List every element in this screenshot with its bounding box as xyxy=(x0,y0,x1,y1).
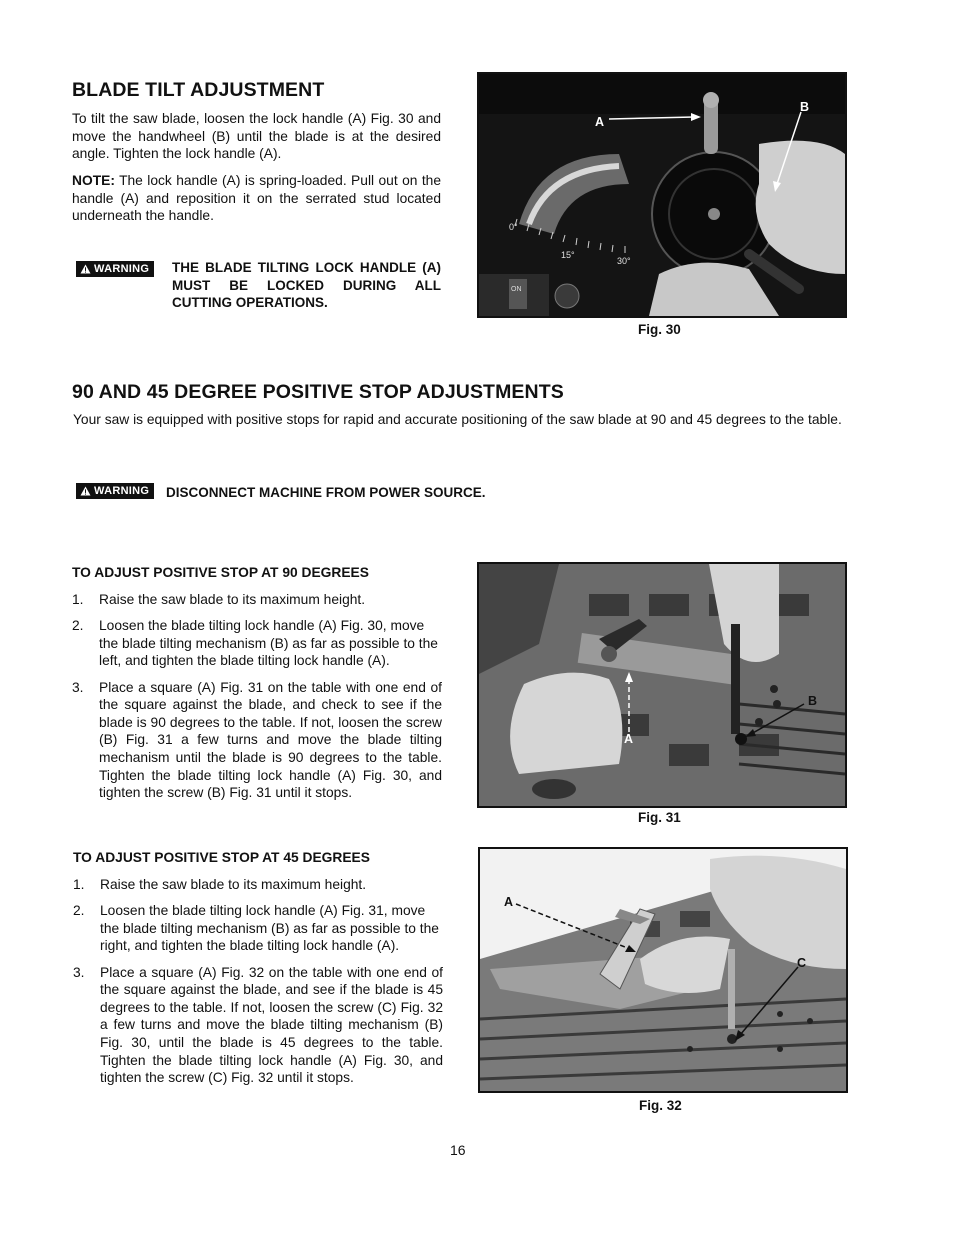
step-number: 2. xyxy=(72,618,84,634)
fig30-label-a: A xyxy=(595,115,605,129)
subsection-title-90: TO ADJUST POSITIVE STOP AT 90 DEGREES xyxy=(72,565,369,580)
warning-label: WARNING xyxy=(94,263,150,275)
step-text: Loosen the blade tilting lock handle (A) Fig. 30, move the blade tilting mechanism (B) as far as possible to the left, and tighten the blade tilting lock handle (A). xyxy=(99,618,438,669)
switch-label: ON xyxy=(511,286,522,293)
scale-label-15: 15° xyxy=(561,250,575,260)
step-text: Place a square (A) Fig. 31 on the table with one end of the square against the blade, and check to see if the blade is 90 degrees to the table. If not, loosen the screw (B) Fig. 31 a few turns and move the blade tilting mechanism until the blade is 90 degrees to the table. Tighten the blade tilting lock handle (A) Fig. 30, and tighten the screw (B) Fig. 31 until it stops. xyxy=(99,679,442,801)
step-number: 1. xyxy=(72,592,84,607)
step-text: Raise the saw blade to its maximum height. xyxy=(99,592,366,607)
note-text: The lock handle (A) is spring-loaded. Pull out on the handle (A) and reposition it on the serrated stud located underneath the handle. xyxy=(72,173,441,224)
warning-badge xyxy=(76,261,154,277)
note-label: NOTE: xyxy=(72,173,115,188)
fig31-label-b: B xyxy=(808,694,818,708)
blade-tilt-paragraph: To tilt the saw blade, loosen the lock handle (A) Fig. 30 and move the handwheel (B) until the blade is at the desired angle. Tighten the lock handle (A). xyxy=(72,111,441,162)
steps-45-list xyxy=(73,876,443,1095)
fig32-label-a: A xyxy=(504,895,514,909)
step-text: Raise the saw blade to its maximum height. xyxy=(100,877,367,892)
fig32-caption: Fig. 32 xyxy=(639,1098,682,1113)
list-item xyxy=(73,964,443,1087)
list-item xyxy=(72,679,442,802)
fig31-caption: Fig. 31 xyxy=(638,810,681,825)
warning-text-lock-handle: THE BLADE TILTING LOCK HANDLE (A) MUST BE LOCKED DURING ALL CUTTING OPERATIONS. xyxy=(172,260,441,311)
fig31-label-a: A xyxy=(624,732,634,746)
warning-badge-power xyxy=(76,483,154,499)
scale-label-0: 0° xyxy=(509,222,518,232)
warning-triangle-icon xyxy=(80,264,91,274)
warning-label: WARNING xyxy=(94,485,150,497)
step-text: Loosen the blade tilting lock handle (A) Fig. 31, move the blade tilting mechanism (B) as far as possible to the right, and tighten the blade tilting lock handle (A). xyxy=(100,903,439,954)
blade-tilt-note xyxy=(72,172,441,225)
fig32-label-c: C xyxy=(797,956,807,970)
section-title-blade-tilt: BLADE TILT ADJUSTMENT xyxy=(72,79,325,101)
steps-90-list xyxy=(72,591,442,810)
list-item xyxy=(73,902,443,955)
list-item xyxy=(73,876,443,894)
list-item xyxy=(72,591,442,609)
step-number: 2. xyxy=(73,903,85,919)
step-text: Place a square (A) Fig. 32 on the table with one end of the square against the blade, and see if the blade is 45 degrees to the table. If not, loosen the screw (C) Fig. 32 a few turns and move the blade tilting mechanism (B) Fig. 30, until the blade is 45 degrees to the table. Tighten the blade tilting lock handle (A) Fig. 30, and tighten the screw (C) Fig. 32 until it stops. xyxy=(100,964,443,1086)
warning-text-disconnect: DISCONNECT MACHINE FROM POWER SOURCE. xyxy=(166,485,486,500)
step-number: 1. xyxy=(73,877,85,892)
list-item xyxy=(72,617,442,670)
figure-30-photo xyxy=(477,72,847,318)
step-number: 3. xyxy=(72,679,84,695)
fig30-caption: Fig. 30 xyxy=(638,322,681,337)
warning-triangle-icon xyxy=(80,486,91,496)
page-number: 16 xyxy=(450,1142,466,1158)
step-number: 3. xyxy=(73,964,85,980)
scale-label-30: 30° xyxy=(617,256,631,266)
figure-32-photo xyxy=(478,847,848,1093)
fig30-label-b: B xyxy=(800,100,810,114)
section-title-positive-stops: 90 AND 45 DEGREE POSITIVE STOP ADJUSTMENTS xyxy=(72,381,564,403)
subsection-title-45: TO ADJUST POSITIVE STOP AT 45 DEGREES xyxy=(73,850,370,865)
positive-stops-intro: Your saw is equipped with positive stops for rapid and accurate positioning of the saw blade at 90 and 45 degrees to the table. xyxy=(73,412,842,427)
figure-31-photo xyxy=(477,562,847,808)
